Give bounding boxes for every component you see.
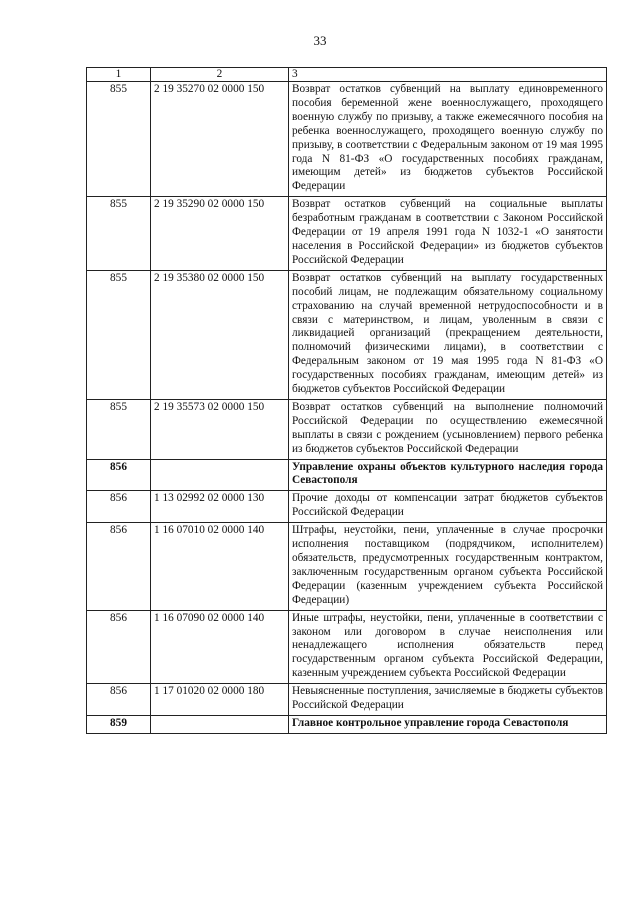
description-cell: Возврат остатков субвенций на выплату единовременного пособия беременной жене военнослужащего, проходящего военную службу по призыву, а также ежемесячного пособия на ребенка военнослужащего, проходящего военную службу по призыву, в соответствии с Федеральным законом от 19 мая 1995 года N 81-ФЗ «О государственных пособиях гражданам, имеющим детей» из бюджетов субъектов Российской Федерации (289, 82, 607, 197)
admin-code-cell: 855 (87, 270, 151, 399)
admin-code-cell: 856 (87, 523, 151, 610)
kbk-code-cell: 2 19 35573 02 0000 150 (151, 399, 289, 459)
admin-code-cell: 855 (87, 82, 151, 197)
kbk-code-cell (151, 715, 289, 733)
admin-code-cell: 855 (87, 399, 151, 459)
admin-code-cell: 859 (87, 715, 151, 733)
table-row (87, 491, 607, 523)
admin-code-cell: 855 (87, 197, 151, 271)
table-row (87, 399, 607, 459)
kbk-code-cell: 1 16 07010 02 0000 140 (151, 523, 289, 610)
admin-code-cell: 856 (87, 491, 151, 523)
kbk-code-cell: 1 16 07090 02 0000 140 (151, 610, 289, 684)
table-row (87, 523, 607, 610)
table-row (87, 459, 607, 491)
table-row (87, 610, 607, 684)
description-cell: Возврат остатков субвенций на выплату государственных пособий лицам, не подлежащим обязательному социальному страхованию на случай временной нетрудоспособности и в связи с материнством, и лицам, уволенным в связи с ликвидацией организаций (прекращением деятельности, полномочий физическими лицами), в соответствии с Федеральным законом от 19 мая 1995 года N 81-ФЗ «О государственных пособиях гражданам, имеющим детей» из бюджетов субъектов Российской Федерации (289, 270, 607, 399)
kbk-code-cell: 2 19 35270 02 0000 150 (151, 82, 289, 197)
table-row (87, 82, 607, 197)
description-cell: Возврат остатков субвенций на социальные выплаты безработным гражданам в соответствии с Законом Российской Федерации от 19 апреля 1991 года N 1032-1 «О занятости населения в Российской Федерации» из бюджетов субъектов Российской Федерации (289, 197, 607, 271)
description-cell: Штрафы, неустойки, пени, уплаченные в случае просрочки исполнения поставщиком (подрядчиком, исполнителем) обязательств, предусмотренных государственным контрактом, заключенным государственным органом субъекта Российской Федерации (казенным учреждением субъекта Российской Федерации) (289, 523, 607, 610)
admin-code-cell: 856 (87, 459, 151, 491)
header-col-1: 1 (87, 68, 151, 82)
description-cell: Иные штрафы, неустойки, пени, уплаченные в соответствии с законом или договором в случае неисполнения или ненадлежащего исполнения обязательств перед государственным органом субъекта Российской Федерации, казенным учреждением субъекта Российской Федерации (289, 610, 607, 684)
description-cell: Управление охраны объектов культурного наследия города Севастополя (289, 459, 607, 491)
kbk-code-cell: 1 13 02992 02 0000 130 (151, 491, 289, 523)
kbk-code-cell: 2 19 35290 02 0000 150 (151, 197, 289, 271)
admin-code-cell: 856 (87, 684, 151, 716)
description-cell: Главное контрольное управление города Севастополя (289, 715, 607, 733)
header-col-3: 3 (289, 68, 607, 82)
kbk-code-cell (151, 459, 289, 491)
table-header-row (87, 68, 607, 82)
table-row (87, 270, 607, 399)
table-row (87, 197, 607, 271)
page-number: 33 (313, 33, 327, 48)
kbk-code-cell: 2 19 35380 02 0000 150 (151, 270, 289, 399)
table-row (87, 684, 607, 716)
table-row (87, 715, 607, 733)
header-col-2: 2 (151, 68, 289, 82)
admin-code-cell: 856 (87, 610, 151, 684)
revenue-codes-table (86, 67, 607, 734)
kbk-code-cell: 1 17 01020 02 0000 180 (151, 684, 289, 716)
description-cell: Прочие доходы от компенсации затрат бюджетов субъектов Российской Федерации (289, 491, 607, 523)
description-cell: Невыясненные поступления, зачисляемые в бюджеты субъектов Российской Федерации (289, 684, 607, 716)
description-cell: Возврат остатков субвенций на выполнение полномочий Российской Федерации по осуществлению ежемесячной выплаты в связи с рождением (усыновлением) первого ребенка из бюджетов субъектов Российской Федерации (289, 399, 607, 459)
